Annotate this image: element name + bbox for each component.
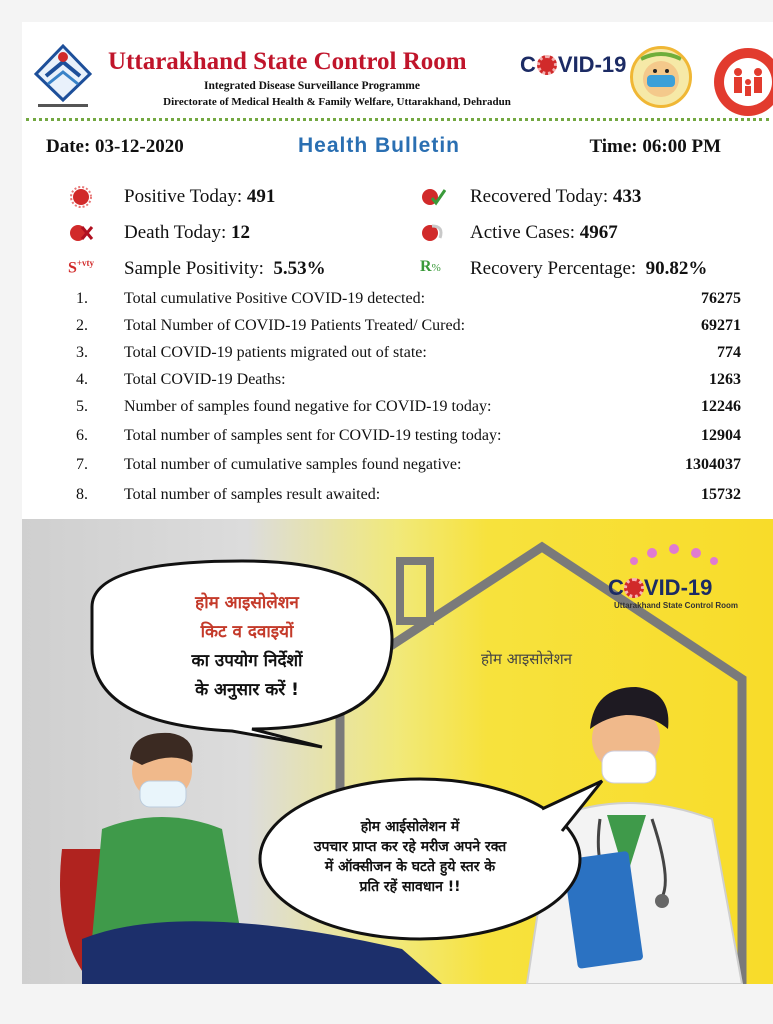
stat-recovery-percentage: Recovery Percentage: 90.82% <box>470 258 708 279</box>
bulletin-title: Health Bulletin <box>298 134 461 157</box>
covid-label-pre: C <box>520 52 536 77</box>
bulletin-time: Time: 06:00 PM <box>589 136 721 157</box>
active-cases-value: 4967 <box>579 222 618 243</box>
sample-positivity-value: 5.53% <box>273 258 326 279</box>
virus-icon <box>68 186 94 208</box>
health-bulletin-sheet <box>22 22 773 984</box>
poster-covid-19-logo: C VID-19 <box>608 575 713 600</box>
recovery-percentage-value: 90.82% <box>645 258 708 279</box>
death-virus-icon <box>68 222 94 244</box>
national-health-mission-logo-icon <box>708 42 773 116</box>
home-isolation-label: होम आइसोलेशन <box>481 650 573 668</box>
stat-positive-today: Positive Today: 491 <box>124 186 276 207</box>
table-row: 2. Total Number of COVID-19 Patients Treated/ Cured: 69271 <box>76 317 741 334</box>
stat-sample-positivity: Sample Positivity: 5.53% <box>124 258 326 279</box>
table-row: 6. Total number of samples sent for COVID-19 testing today: 12904 <box>76 427 741 444</box>
virus-icon <box>624 578 644 598</box>
death-today-value: 12 <box>231 222 251 243</box>
covid-19-logo <box>520 52 626 78</box>
recovered-virus-icon <box>420 186 446 208</box>
recovered-today-value: 433 <box>612 186 642 207</box>
stat-recovered-today: Recovered Today: 433 <box>470 186 642 207</box>
mascot-logo-icon <box>630 46 692 108</box>
table-row: 4. Total COVID-19 Deaths: 1263 <box>76 371 741 388</box>
directorate-name: Directorate of Medical Health & Family Welfare, Uttarakhand, Dehradun <box>163 96 511 108</box>
header-title: Uttarakhand State Control Room <box>108 48 467 75</box>
home-isolation-poster <box>22 519 773 984</box>
active-virus-icon <box>420 222 446 244</box>
table-row: 1. Total cumulative Positive COVID-19 detected: 76275 <box>76 290 741 307</box>
bulletin-date: Date: 03-12-2020 <box>46 136 184 157</box>
table-row: 8. Total number of samples result awaited: 15732 <box>76 486 741 503</box>
stat-active-cases: Active Cases: 4967 <box>470 222 618 243</box>
bubble-right-text: होम आईसोलेशन में उपचार प्राप्त कर रहे मरीज अपने रक्त में ऑक्सीजन के घटते हुये स्तर के प्रति रहें सावधान !! <box>313 819 507 895</box>
covid-label-post: VID-19 <box>557 52 627 77</box>
header-divider <box>26 118 769 121</box>
poster-covid-subtitle: Uttarakhand State Control Room <box>614 601 739 610</box>
virus-icon <box>537 55 557 75</box>
recovery-percentage-icon: R% <box>420 258 441 275</box>
bubble-left-text: होम आइसोलेशन किट व दवाइयों का उपयोग निर्देशों के अनुसार करें ! <box>191 593 303 700</box>
stat-death-today: Death Today: 12 <box>124 222 251 243</box>
positive-today-value: 491 <box>246 186 276 207</box>
table-row: 5. Number of samples found negative for COVID-19 today: 12246 <box>76 398 741 415</box>
table-row: 7. Total number of cumulative samples found negative: 1304037 <box>76 456 741 473</box>
table-row: 3. Total COVID-19 patients migrated out of state: 774 <box>76 344 741 361</box>
sample-positivity-icon: $S^{+vty}$ <box>68 258 95 277</box>
programme-name: Integrated Disease Surveillance Programme <box>203 80 420 92</box>
